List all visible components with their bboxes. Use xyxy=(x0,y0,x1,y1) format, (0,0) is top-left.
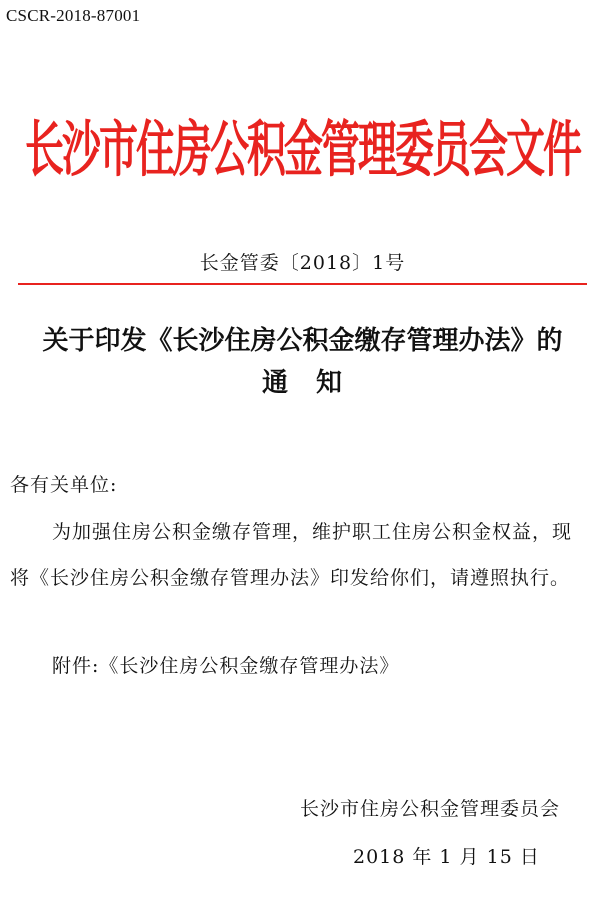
salutation: 各有关单位: xyxy=(10,474,118,496)
document-code: CSCR-2018-87001 xyxy=(6,6,141,25)
body-paragraph-line-2: 将《长沙住房公积金缴存管理办法》印发给你们，请遵照执行。 xyxy=(10,567,571,589)
issuer-signature: 长沙市住房公积金管理委员会 xyxy=(300,798,561,820)
red-header-title: 长沙市住房公积金管理委员会文件 xyxy=(24,114,580,186)
notice-title-line-1: 关于印发《长沙住房公积金缴存管理办法》的 xyxy=(42,326,563,356)
red-divider-line xyxy=(18,283,587,285)
issue-date: 2018 年 1 月 15 日 xyxy=(353,846,540,868)
notice-title-line-2: 通知 xyxy=(262,368,371,398)
document-number: 长金管委〔2018〕1号 xyxy=(199,252,406,274)
body-paragraph-line-1: 为加强住房公积金缴存管理，维护职工住房公积金权益，现 xyxy=(52,521,573,543)
attachment-line: 附件:《长沙住房公积金缴存管理办法》 xyxy=(52,655,400,677)
